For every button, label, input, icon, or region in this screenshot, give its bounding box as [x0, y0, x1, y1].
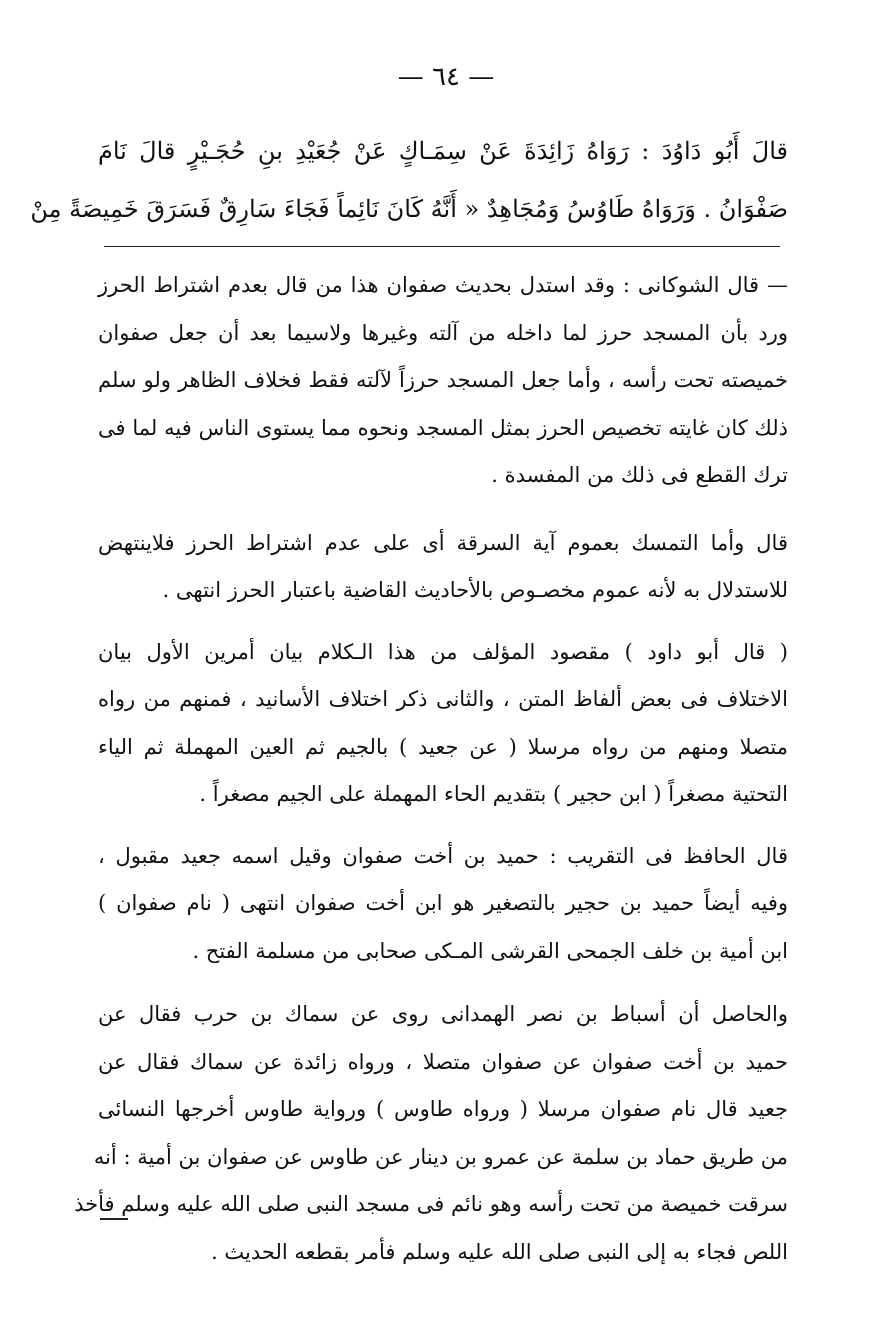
commentary-paragraph [98, 629, 788, 819]
commentary-paragraph [98, 520, 788, 615]
end-dash [100, 1218, 128, 1220]
commentary-paragraph [98, 262, 788, 500]
commentary-line: اللص فجاء به إلى النبى صلى الله عليه وسلم فأمر بقطعه الحديث . [211, 1239, 788, 1264]
commentary-line: — قال الشوكانى : وقد استدل بحديث صفوان هذا من قال بعدم اشتراط الحرز [98, 273, 788, 297]
page-number: — ٦٤ — [397, 62, 495, 92]
hadith-text [30, 122, 788, 238]
commentary-line: والحاصل أن أسباط بن نصر الهمدانى روى عن سماك بن حرب فقال عن [98, 1002, 788, 1026]
commentary-line: ورد بأن المسجد حرز لما داخله من آلته وغيرها ولاسيما بعد أن جعل صفوان [98, 320, 788, 345]
commentary-line: جعيد قال نام صفوان مرسلا ( ورواه طاوس ) ورواية طاوس أخرجها النسائى [98, 1097, 788, 1121]
commentary-paragraph [98, 833, 788, 976]
commentary-line: ( قال أبو داود ) مقصود المؤلف من هذا الـكلام بيان أمرين الأول بيان [98, 639, 788, 664]
commentary-line: ابن أمية بن خلف الجمحى القرشى المـكى صحابى من مسلمة الفتح . [192, 938, 788, 963]
divider-line [104, 246, 780, 247]
commentary-line: قال الحافظ فى التقريب : حميد بن أخت صفوان وقيل اسمه جعيد مقبول ، [98, 843, 788, 868]
commentary-line: للاستدلال به لأنه عموم مخصـوص بالأحاديث القاضية باعتبار الحرز انتهى . [162, 578, 788, 602]
hadith-line: قالَ أَبُو دَاوُدَ : رَوَاهُ زَائِدَةَ عَنْ سِمَـاكٍ عَنْ جُعَيْدِ بنِ حُجَـيْرٍ قالَ نَامَ [98, 137, 788, 165]
commentary-line: ذلك كان غايته تخصيص الحرز بمثل المسجد ونحوه مما يستوى الناس فيه لما فى [98, 415, 788, 440]
hadith-line: صَفْوَانُ . وَرَوَاهُ طَاوُسُ وَمُجَاهِدٌ « أَنَّهُ كَانَ نَائِماً فَجَاءَ سَارِقٌ فَسَرَقَ خَمِيصَةً مِنْ [30, 195, 788, 223]
commentary-line: ترك القطع فى ذلك من المفسدة . [491, 463, 788, 487]
commentary-line: الاختلاف فى بعض ألفاظ المتن ، والثانى ذكر اختلاف الأسانيد ، فمنهم من رواه [98, 687, 788, 711]
commentary-paragraph [74, 991, 788, 1276]
commentary-line: وفيه أيضاً حميد بن حجير بالتصغير هو ابن أخت صفوان انتهى ( نام صفوان ) [98, 891, 788, 915]
commentary-line: متصلا ومنهم من رواه مرسلا ( عن جعيد ) بالجيم ثم العين المهملة ثم الياء [98, 734, 788, 759]
commentary-line: سرقت خميصة من تحت رأسه وهو نائم فى مسجد النبى صلى الله عليه وسلم فأخذ [74, 1192, 788, 1216]
commentary-line: قال وأما التمسك بعموم آية السرقة أى على عدم اشتراط الحرز فلاينتهض [98, 530, 788, 555]
commentary-line: التحتية مصغراً ( ابن حجير ) بتقديم الحاء المهملة على الجيم مصغراً . [199, 782, 788, 806]
commentary [74, 262, 788, 1298]
commentary-line: من طريق حماد بن سلمة عن عمرو بن دينار عن طاوس عن صفوان بن أمية : أنه [93, 1144, 788, 1169]
commentary-line: حميد بن أخت صفوان عن صفوان متصلا ، ورواه زائدة عن سماك فقال عن [98, 1049, 788, 1074]
commentary-line: خميصته تحت رأسه ، وأما جعل المسجد حرزاً لآلته فقط فخلاف الظاهر ولو سلم [98, 368, 788, 392]
